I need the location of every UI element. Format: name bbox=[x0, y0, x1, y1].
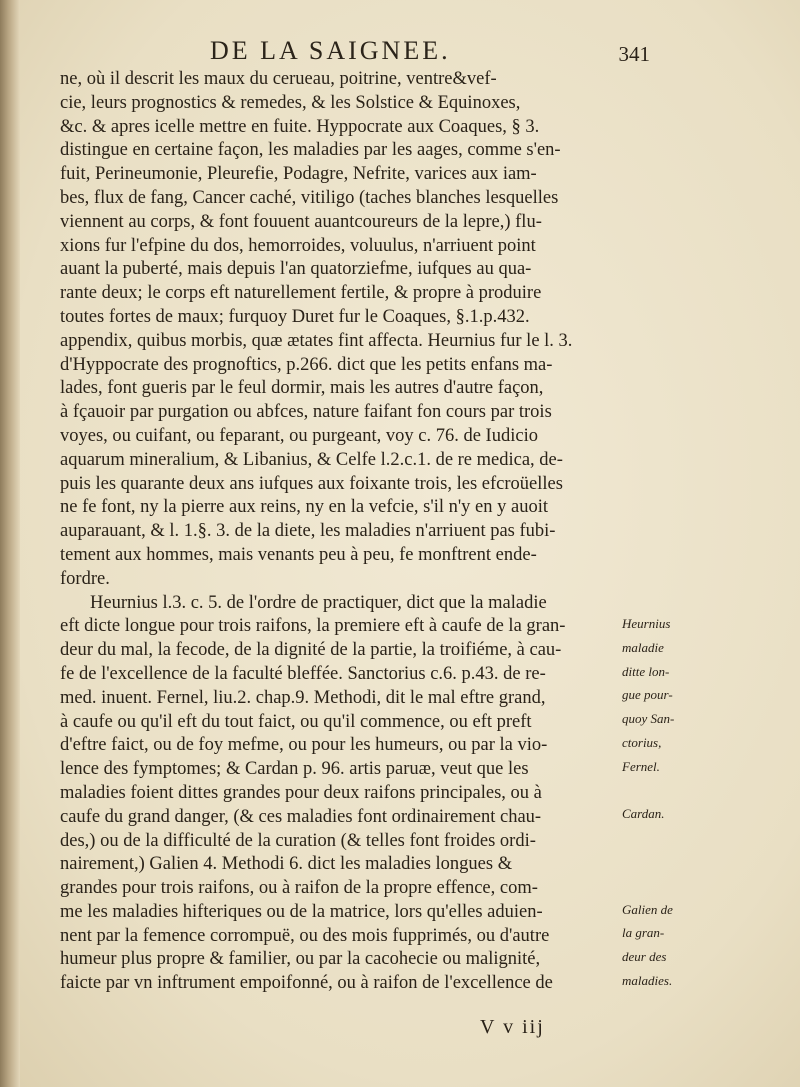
text-line: toutes fortes de maux; furquoy Duret fur le Coaques, §.1.p.432. bbox=[60, 306, 530, 327]
margin-note-line: deur des bbox=[622, 949, 667, 965]
text-line: auparauant, & l. 1.§. 3. de la diete, les maladies n'arriuent pas fubi- bbox=[60, 521, 556, 542]
text-line: rante deux; le corps eft naturellement fertile, & propre à produire bbox=[60, 283, 542, 304]
text-line: nent par la femence corrompuë, ou des mois fupprimés, ou d'autre bbox=[60, 925, 550, 946]
text-line: fordre. bbox=[60, 568, 110, 589]
text-line: faicte par vn inftrument empoifonné, ou à raifon de l'excellence de bbox=[60, 973, 553, 994]
binding-gutter bbox=[0, 0, 20, 1087]
margin-note-line: la gran- bbox=[622, 925, 665, 941]
margin-note-line bbox=[622, 874, 714, 898]
text-line: cie, leurs prognostics & remedes, & les Solstice & Equinoxes, bbox=[60, 92, 521, 113]
page-number: 341 bbox=[618, 42, 650, 66]
margin-note-line bbox=[622, 779, 714, 803]
text-line: Heurnius l.3. c. 5. de l'ordre de practiquer, dict que la maladie bbox=[90, 592, 547, 613]
signature-mark: V v iij bbox=[480, 1016, 545, 1038]
margin-note-line: gue pour- bbox=[622, 687, 673, 703]
text-line: d'Hyppocrate des prognoftics, p.266. dict que les petits enfans ma- bbox=[60, 354, 553, 375]
text-line: humeur plus propre & familier, ou par la cacohecie ou malignité, bbox=[60, 949, 541, 970]
text-line: viennent au corps, & font fouuent auantcoureurs de la lepre,) flu- bbox=[60, 211, 542, 232]
text-line: tement aux hommes, mais venants peu à peu, fe monftrent ende- bbox=[60, 544, 537, 565]
text-line: med. inuent. Fernel, liu.2. chap.9. Methodi, dit le mal eftre grand, bbox=[60, 687, 546, 708]
margin-note-line: maladies. bbox=[622, 972, 673, 988]
text-line: ne, où il descrit les maux du cerueau, poitrine, ventre&vef- bbox=[60, 69, 497, 89]
text-line: d'eftre faict, ou de foy mefme, ou pour les humeurs, ou par la vio- bbox=[60, 735, 548, 756]
main-text-block bbox=[60, 68, 620, 996]
text-line: bes, flux de fang, Cancer caché, vitiligo (taches blanches lesquelles bbox=[60, 187, 559, 208]
text-line: auant la puberté, mais depuis l'an quatorziefme, iufques au qua- bbox=[60, 259, 532, 280]
text-line: des,) ou de la difficulté de la curation (& telles font froides ordi- bbox=[60, 830, 536, 851]
margin-note-line: quoy San- bbox=[622, 711, 675, 727]
text-line: &c. & apres icelle mettre en fuite. Hyppocrate aux Coaques, § 3. bbox=[60, 116, 540, 137]
margin-note-line: Fernel. bbox=[622, 758, 660, 774]
text-line: maladies foient dittes grandes pour deux raifons principales, ou à bbox=[60, 782, 542, 803]
margin-note-line: Galien de bbox=[622, 901, 673, 917]
text-line: à caufe ou qu'il eft du tout faict, ou qu'il commence, ou eft preft bbox=[60, 711, 532, 732]
text-line: puis les quarante deux ans iufques aux foixante trois, les efcroüelles bbox=[60, 473, 563, 494]
text-line: lence des fymptomes; & Cardan p. 96. artis paruæ, veut que les bbox=[60, 759, 529, 780]
page-header bbox=[210, 36, 650, 72]
margin-notes bbox=[622, 612, 714, 993]
text-line: lades, font gueris par le feul dormir, mais les autres d'autre façon, bbox=[60, 378, 544, 399]
text-line: xions fur l'efpine du dos, hemorroides, voluulus, n'arriuent point bbox=[60, 235, 536, 256]
margin-note-line: Cardan. bbox=[622, 806, 665, 822]
margin-note-line: ditte lon- bbox=[622, 663, 670, 679]
margin-note-line: maladie bbox=[622, 639, 664, 655]
text-line: appendix, quibus morbis, quæ ætates fint affecta. Heurnius fur le l. 3. bbox=[60, 330, 573, 351]
text-line: ne fe font, ny la pierre aux reins, ny en la vefcie, s'il n'y en y auoit bbox=[60, 497, 549, 518]
text-line: me les maladies hifteriques ou de la matrice, lors qu'elles aduien- bbox=[60, 901, 543, 922]
margin-note-line bbox=[622, 850, 714, 874]
text-line: deur du mal, la fecode, de la dignité de la partie, la troifiéme, à cau- bbox=[60, 640, 562, 661]
text-line: distingue en certaine façon, les maladies par les aages, comme s'en- bbox=[60, 140, 561, 161]
text-line: à fçauoir par purgation ou abfces, nature faifant fon cours par trois bbox=[60, 402, 552, 423]
text-line: fuit, Perineumonie, Pleurefie, Podagre, Nefrite, varices aux iam- bbox=[60, 164, 537, 185]
text-line: grandes pour trois raifons, ou à raifon de la propre effence, com- bbox=[60, 878, 538, 899]
running-head: DE LA SAIGNEE. bbox=[210, 36, 451, 65]
margin-note-line: ctorius, bbox=[622, 734, 662, 750]
margin-note-line bbox=[622, 826, 714, 850]
text-line: voyes, ou cuifant, ou feparant, ou purgeant, voy c. 76. de Iudicio bbox=[60, 425, 538, 446]
text-line: fe de l'excellence de la faculté bleffée. Sanctorius c.6. p.43. de re- bbox=[60, 663, 546, 684]
text-line: nairement,) Galien 4. Methodi 6. dict les maladies longues & bbox=[60, 854, 513, 875]
text-line: eft dicte longue pour trois raifons, la premiere eft à caufe de la gran- bbox=[60, 616, 566, 637]
margin-note-line: Heurnius bbox=[622, 616, 671, 631]
text-line: caufe du grand danger, (& ces maladies font ordinairement chau- bbox=[60, 806, 542, 827]
text-line: aquarum mineralium, & Libanius, & Celfe l.2.c.1. de re medica, de- bbox=[60, 449, 563, 470]
